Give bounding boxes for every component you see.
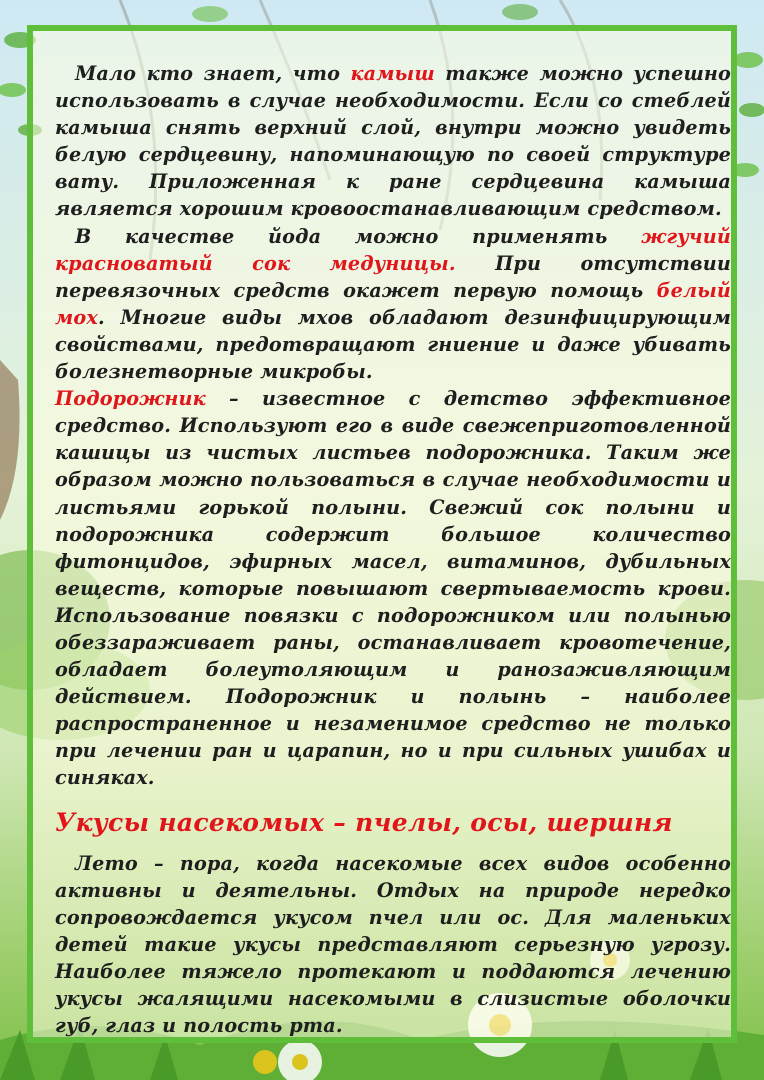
highlight-lungwort: жгучий красноватый сок медуницы.	[55, 224, 731, 275]
paragraph-reed	[55, 60, 731, 223]
paragraph-reed-text: также можно успешно использовать в случае необходимости. Если со стеблей камыша снять верхний слой, внутри можно увидеть белую сердцевину, напоминающую по своей структуре вату. Приложенная к ране сердцевина камыша является хорошим кровоостанавливающим средством.	[55, 62, 731, 221]
highlight-plantain: Подорожник	[55, 387, 206, 411]
paragraph-reed-intro: Мало кто знает, что	[75, 62, 351, 85]
paragraph-lungwort-intro: В качестве йода можно применять	[75, 224, 642, 248]
highlight-white-moss: белый мох	[55, 278, 731, 329]
paragraph-insects: Лето – пора, когда насекомые всех видов особенно активны и деятельны. Отдых на природе нередко сопровождается укусом пчел или ос. Для маленьких детей такие укусы представляют серьезную угрозу. Наиболее тяжело протекают и поддаются лечению укусы жалящими насекомыми в слизистые оболочки губ, глаз и полость рта.	[55, 851, 731, 1038]
highlight-reed: камыш	[350, 62, 435, 85]
article	[55, 60, 731, 1039]
paragraph-moss-text: . Многие виды мхов обладают дезинфицирующим свойствами, предотвращают гниение и даже убивать болезнетворные микробы.	[55, 305, 731, 384]
paragraph-lungwort-moss	[55, 223, 731, 386]
paragraph-lungwort-middle: При отсутствии перевязочных средств окажет первую помощь	[55, 251, 732, 302]
paragraph-plantain-text: – известное с детство эффективное средство. Используют его в виде свежеприготовленной кашицы из чистых листьев подорожника. Таким же образом можно пользоваться в случае необходимости и листьями горькой полыни. Свежий сок полыни и подорожника содержит большое количество фитонцидов, эфирных масел, витаминов, дубильных веществ, которые повышают свертываемость крови. Использование повязки с подорожником или полынью обеззараживает раны, останавливает кровотечение, обладает болеутоляющим и ранозаживляющим действием. Подорожник и полынь – наиболее распространенное и незаменимое средство не только при лечении ран и царапин, но и при сильных ушибах и синяках.	[55, 387, 731, 790]
paragraph-plantain	[55, 385, 731, 791]
section-heading-insect-bites: Укусы насекомых – пчелы, осы, шершня	[55, 807, 673, 837]
